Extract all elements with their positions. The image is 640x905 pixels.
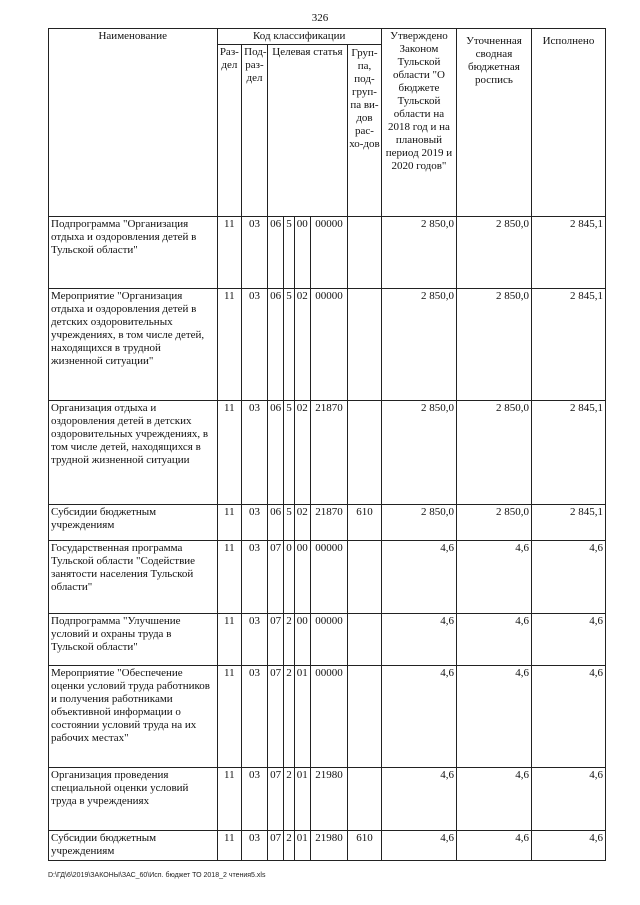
row-approved: 4,6 (381, 768, 456, 831)
row-approved: 4,6 (381, 831, 456, 861)
header-group: Груп-па, под-груп-па ви-дов рас-хо-дов (347, 45, 381, 217)
row-executed: 4,6 (531, 666, 605, 768)
row-code-2: 2 (284, 666, 294, 768)
row-approved: 2 850,0 (381, 401, 456, 505)
row-code-4: 21980 (310, 831, 347, 861)
row-code-3: 02 (294, 401, 310, 505)
row-razdel: 11 (217, 289, 242, 401)
row-code-3: 00 (294, 541, 310, 614)
row-podrazdel: 03 (242, 831, 268, 861)
row-refined: 4,6 (456, 768, 531, 831)
row-executed: 4,6 (531, 614, 605, 666)
row-name: Мероприятие "Организация отдыха и оздоровления детей в детских оздоровительных учреждениях, в том числе детей, находящихся в трудной жизненной ситуации" (49, 289, 218, 401)
row-executed: 2 845,1 (531, 289, 605, 401)
row-group: 610 (347, 505, 381, 541)
table-row (49, 614, 606, 666)
row-code-1: 07 (267, 614, 283, 666)
row-group (347, 614, 381, 666)
row-code-1: 07 (267, 666, 283, 768)
row-razdel: 11 (217, 768, 242, 831)
row-group (347, 541, 381, 614)
row-code-3: 00 (294, 614, 310, 666)
row-code-2: 2 (284, 831, 294, 861)
row-code-1: 07 (267, 768, 283, 831)
row-refined: 4,6 (456, 831, 531, 861)
row-code-2: 5 (284, 289, 294, 401)
row-code-2: 5 (284, 505, 294, 541)
row-code-1: 06 (267, 401, 283, 505)
row-razdel: 11 (217, 401, 242, 505)
row-code-4: 21980 (310, 768, 347, 831)
header-refined: Уточненная сводная бюджетная роспись (456, 29, 531, 217)
row-group (347, 401, 381, 505)
budget-table (48, 28, 606, 861)
row-podrazdel: 03 (242, 541, 268, 614)
table-row (49, 289, 606, 401)
row-group (347, 217, 381, 289)
row-code-1: 06 (267, 505, 283, 541)
header-podrazdel: Под-раз-дел (242, 45, 268, 217)
row-code-2: 5 (284, 401, 294, 505)
row-approved: 2 850,0 (381, 505, 456, 541)
row-executed: 4,6 (531, 768, 605, 831)
row-refined: 4,6 (456, 541, 531, 614)
row-name: Государственная программа Тульской области "Содействие занятости населения Тульской области" (49, 541, 218, 614)
page-number: 326 (311, 12, 329, 24)
row-code-2: 5 (284, 217, 294, 289)
row-refined: 4,6 (456, 614, 531, 666)
row-code-2: 2 (284, 614, 294, 666)
row-group (347, 768, 381, 831)
row-code-4: 00000 (310, 289, 347, 401)
row-executed: 2 845,1 (531, 217, 605, 289)
row-code-1: 07 (267, 831, 283, 861)
header-razdel: Раз-дел (217, 45, 242, 217)
row-code-3: 01 (294, 768, 310, 831)
row-group (347, 289, 381, 401)
row-code-4: 00000 (310, 217, 347, 289)
file-path-footer: D:\ГД\6\2019\ЗАКОНЫ\ЗАС_60\Исп. бюджет ТО 2018_2 чтения5.xls (48, 872, 266, 879)
table-row (49, 768, 606, 831)
row-refined: 2 850,0 (456, 217, 531, 289)
row-approved: 4,6 (381, 666, 456, 768)
header-target: Целевая статья (267, 45, 347, 217)
row-code-1: 06 (267, 217, 283, 289)
row-razdel: 11 (217, 505, 242, 541)
row-executed: 2 845,1 (531, 401, 605, 505)
row-code-4: 00000 (310, 541, 347, 614)
header-name: Наименование (49, 29, 218, 217)
row-razdel: 11 (217, 614, 242, 666)
row-code-3: 00 (294, 217, 310, 289)
row-group (347, 666, 381, 768)
row-executed: 4,6 (531, 831, 605, 861)
table-row (49, 505, 606, 541)
row-code-4: 21870 (310, 401, 347, 505)
row-code-4: 00000 (310, 666, 347, 768)
table-row (49, 217, 606, 289)
header-approved: Утверждено Законом Тульской области "О бюджете Тульской области на 2018 год и на плановый период 2019 и 2020 годов" (381, 29, 456, 217)
row-executed: 4,6 (531, 541, 605, 614)
row-approved: 4,6 (381, 541, 456, 614)
table-row (49, 666, 606, 768)
row-name: Мероприятие "Обеспечение оценки условий труда работников и получения работниками объективной информации о состоянии условий труда на их рабочих местах" (49, 666, 218, 768)
table-row (49, 831, 606, 861)
row-razdel: 11 (217, 541, 242, 614)
row-code-3: 02 (294, 505, 310, 541)
header-classification: Код классификации (217, 29, 381, 45)
row-name: Организация отдыха и оздоровления детей в детских оздоровительных учреждениях, в том числе детей, находящихся в трудной жизненной ситуации (49, 401, 218, 505)
table-row (49, 401, 606, 505)
row-podrazdel: 03 (242, 666, 268, 768)
row-razdel: 11 (217, 217, 242, 289)
row-approved: 4,6 (381, 614, 456, 666)
row-executed: 2 845,1 (531, 505, 605, 541)
row-razdel: 11 (217, 831, 242, 861)
row-podrazdel: 03 (242, 401, 268, 505)
row-code-3: 01 (294, 831, 310, 861)
row-code-2: 2 (284, 768, 294, 831)
row-podrazdel: 03 (242, 217, 268, 289)
row-code-3: 01 (294, 666, 310, 768)
row-name: Субсидии бюджетным учреждениям (49, 831, 218, 861)
row-code-4: 00000 (310, 614, 347, 666)
table-row (49, 541, 606, 614)
row-approved: 2 850,0 (381, 289, 456, 401)
row-name: Подпрограмма "Улучшение условий и охраны труда в Тульской области" (49, 614, 218, 666)
row-podrazdel: 03 (242, 768, 268, 831)
row-code-2: 0 (284, 541, 294, 614)
row-name: Субсидии бюджетным учреждениям (49, 505, 218, 541)
row-code-3: 02 (294, 289, 310, 401)
row-name: Подпрограмма "Организация отдыха и оздоровления детей в Тульской области" (49, 217, 218, 289)
row-code-1: 06 (267, 289, 283, 401)
row-refined: 2 850,0 (456, 401, 531, 505)
row-code-1: 07 (267, 541, 283, 614)
row-name: Организация проведения специальной оценки условий труда в учреждениях (49, 768, 218, 831)
row-refined: 2 850,0 (456, 289, 531, 401)
row-podrazdel: 03 (242, 505, 268, 541)
row-podrazdel: 03 (242, 614, 268, 666)
row-refined: 4,6 (456, 666, 531, 768)
row-code-4: 21870 (310, 505, 347, 541)
row-razdel: 11 (217, 666, 242, 768)
row-podrazdel: 03 (242, 289, 268, 401)
row-group: 610 (347, 831, 381, 861)
header-executed: Исполнено (531, 29, 605, 217)
row-approved: 2 850,0 (381, 217, 456, 289)
row-refined: 2 850,0 (456, 505, 531, 541)
